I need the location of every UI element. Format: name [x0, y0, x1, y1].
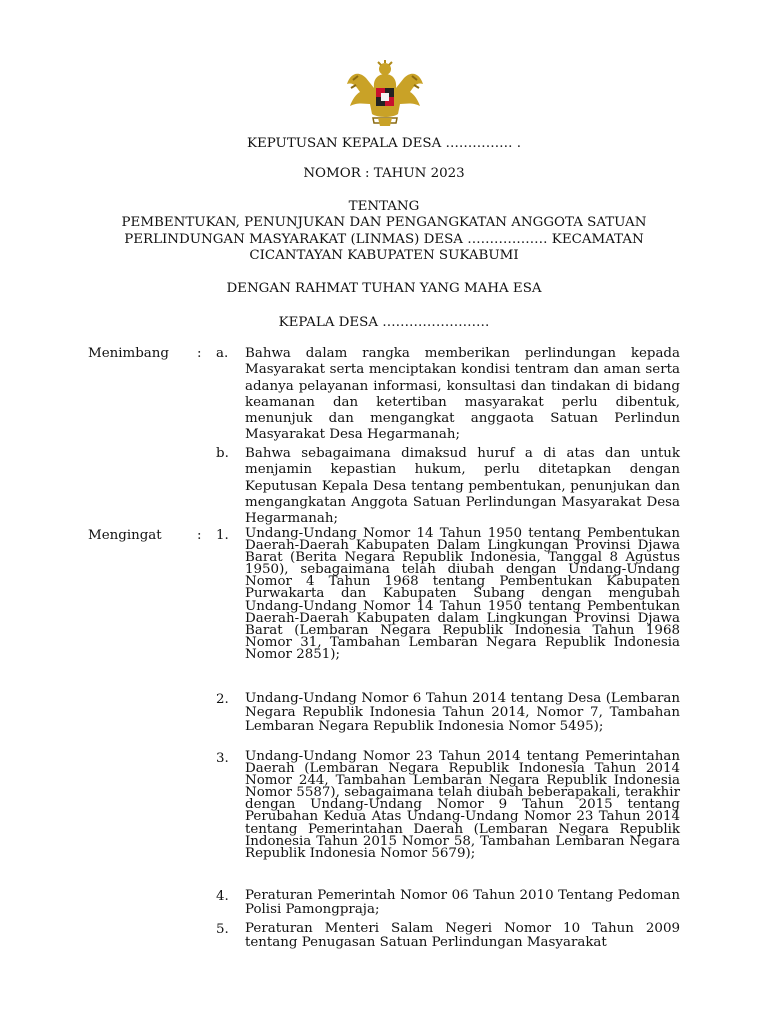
- consideration-a: Bahwa dalam rangka memberikan perlindungan kepada Masyarakat serta menciptakan kondisi tentram dan aman serta adanya pelayanan informasi, konsultasi dan tindakan di bidang keamanan dan ketertiban masyarakat perlu dibentuk, menunjuk dan mengangkat anggaota Satuan Perlindun Masyarakat Desa Hegarmanah;: [245, 346, 680, 443]
- item-marker: 4.: [216, 889, 229, 904]
- tentang-heading: TENTANG: [348, 199, 420, 214]
- subject-line-2: PERLINDUNGAN MASYARAKAT (LINMAS) DESA ……………… KECAMATAN: [124, 232, 644, 247]
- menimbang-label: Menimbang: [88, 346, 169, 361]
- item-marker: 5.: [216, 922, 229, 937]
- item-marker: b.: [216, 446, 229, 461]
- decree-number: NOMOR : TAHUN 2023: [303, 166, 465, 181]
- official-title: KEPALA DESA ……………………: [278, 315, 490, 330]
- item-marker: a.: [216, 346, 229, 361]
- legal-basis-4: Peraturan Pemerintah Nomor 06 Tahun 2010 Tentang Pedoman Polisi Pamongpraja;: [245, 888, 680, 917]
- legal-basis-1: Undang-Undang Nomor 14 Tahun 1950 tentang Pembentukan Daerah-Daerah Kabupaten Dalam Lingkungan Provinsi Djawa Barat (Berita Negara Republik Indonesia, Tanggal 8 Agustus 1950), sebagaimana telah diubah dengan Undang-Undang Nomor 4 Tahun 1968 tentang Pembentukan Kabupaten Purwakarta dan Kabupaten Subang dengan mengubah Undang-Undang Nomor 14 Tahun 1950 tentang Pembentukan Daerah-Daerah Kabupaten dalam Lingkungan Provinsi Djawa Barat (Lembaran Negara Republik Indonesia Tahun 1968 Nomor 31, Tambahan Lembaran Negara Republik Indonesia Nomor 2851);: [245, 526, 680, 662]
- legal-basis-2: Undang-Undang Nomor 6 Tahun 2014 tentang Desa (Lembaran Negara Republik Indonesia Tahun 2014, Nomor 7, Tambahan Lembaran Negara Republik Indonesia Nomor 5495);: [245, 691, 680, 734]
- item-marker: 2.: [216, 692, 229, 707]
- item-marker: 3.: [216, 751, 229, 766]
- invocation: DENGAN RAHMAT TUHAN YANG MAHA ESA: [226, 281, 542, 296]
- legal-basis-5: Peraturan Menteri Salam Negeri Nomor 10 Tahun 2009 tentang Penugasan Satuan Perlindungan Masyarakat: [245, 921, 680, 950]
- mengingat-label: Mengingat: [88, 528, 162, 543]
- decree-title: KEPUTUSAN KEPALA DESA …………… .: [247, 136, 521, 151]
- mengingat-colon: :: [197, 528, 202, 543]
- menimbang-colon: :: [197, 346, 202, 361]
- consideration-b: Bahwa sebagaimana dimaksud huruf a di atas dan untuk menjamin kepastian hukum, perlu ditetapkan dengan Keputusan Kepala Desa tentang pembentukan, penunjukan dan mengangkatan Anggota Satuan Perlindungan Masyarakat Desa Hegarmanah;: [245, 446, 680, 527]
- legal-basis-3: Undang-Undang Nomor 23 Tahun 2014 tentang Pemerintahan Daerah (Lembaran Negara Republik Indonesia Tahun 2014 Nomor 244, Tambahan Lembaran Negara Republik Indonesia Nomor 5587), sebagaimana telah diubah beberapakali, terakhir dengan Undang-Undang Nomor 9 Tahun 2015 tentang Perubahan Kedua Atas Undang-Undang Nomor 23 Tahun 2014 tentang Pemerintahan Daerah (Lembaran Negara Republik Indonesia Tahun 2015 Nomor 58, Tambahan Lembaran Negara Republik Indonesia Nomor 5679);: [245, 749, 680, 861]
- subject-line-1: PEMBENTUKAN, PENUNJUKAN DAN PENGANGKATAN ANGGOTA SATUAN: [121, 215, 647, 230]
- subject-line-3: CICANTAYAN KABUPATEN SUKABUMI: [249, 248, 519, 263]
- garuda-emblem-icon: [344, 60, 426, 128]
- item-marker: 1.: [216, 528, 229, 543]
